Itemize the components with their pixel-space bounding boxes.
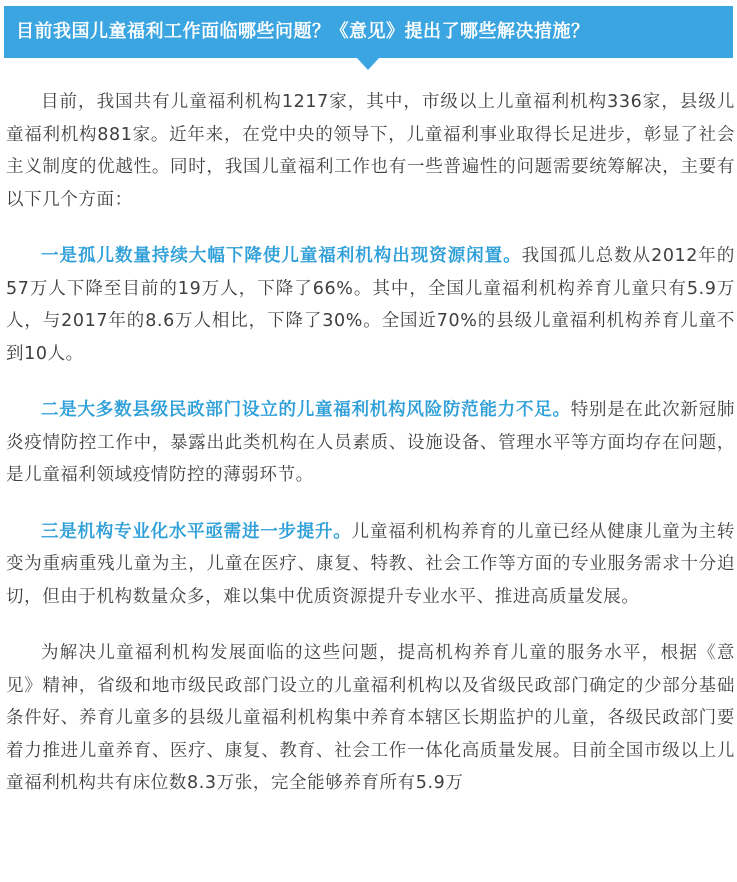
paragraph-lead: 二是大多数县级民政部门设立的儿童福利机构风险防范能力不足。: [41, 400, 571, 420]
solution-paragraph: [0, 637, 737, 800]
paragraph-text: 儿童福利机构养育的儿童已经从健康儿童为主转变为重病重残儿童为主，儿童在医疗、康复、特教、社会工作等方面的专业服务需求十分迫切，但由于机构数量众多，难以集中优质资源提升专业水平、推进高质量发展。: [6, 521, 735, 607]
header-banner: [4, 6, 733, 58]
paragraph-lead: 一是孤儿数量持续大幅下降使儿童福利机构出现资源闲置。: [41, 246, 522, 266]
paragraph-text: 为解决儿童福利机构发展面临的这些问题，提高机构养育儿童的服务水平，根据《意见》精神，省级和地市级民政部门设立的儿童福利机构以及省级民政部门确定的少部分基础条件好、养育儿童多的县级儿童福利机构集中养育本辖区长期监护的儿童，各级民政部门要着力推进儿童养育、医疗、康复、教育、社会工作一体化高质量发展。目前全国市级以上儿童福利机构共有床位数8.3万张，完全能够养育所有5.9万: [6, 643, 735, 793]
problem-three-paragraph: [0, 516, 737, 614]
intro-paragraph: [0, 86, 737, 216]
paragraph-lead: 三是机构专业化水平亟需进一步提升。: [41, 521, 352, 542]
article-body: [0, 86, 737, 824]
paragraph-text: 目前，我国共有儿童福利机构1217家，其中，市级以上儿童福利机构336家，县级儿童福利机构881家。近年来，在党中央的领导下，儿童福利事业取得长足进步，彰显了社会主义制度的优越性。同时，我国儿童福利工作也有一些普遍性的问题需要统筹解决，主要有以下几个方面：: [6, 92, 735, 210]
paragraph-text: 特别是在此次新冠肺炎疫情防控工作中，暴露出此类机构在人员素质、设施设备、管理水平等方面均存在问题，是儿童福利领域疫情防控的薄弱环节。: [6, 400, 735, 485]
section-header: [0, 0, 737, 70]
paragraph-text: 我国孤儿总数从2012年的57万人下降至目前的19万人，下降了66%。其中，全国儿童福利机构养育儿童只有5.9万人，与2017年的8.6万人相比，下降了30%。全国近70%的县级儿童福利机构养育儿童不到10人。: [6, 246, 735, 364]
header-pointer-arrow: [357, 58, 379, 70]
problem-one-paragraph: [0, 240, 737, 370]
page-title: 目前我国儿童福利工作面临哪些问题？《意见》提出了哪些解决措施？: [16, 21, 590, 42]
problem-two-paragraph: [0, 394, 737, 492]
